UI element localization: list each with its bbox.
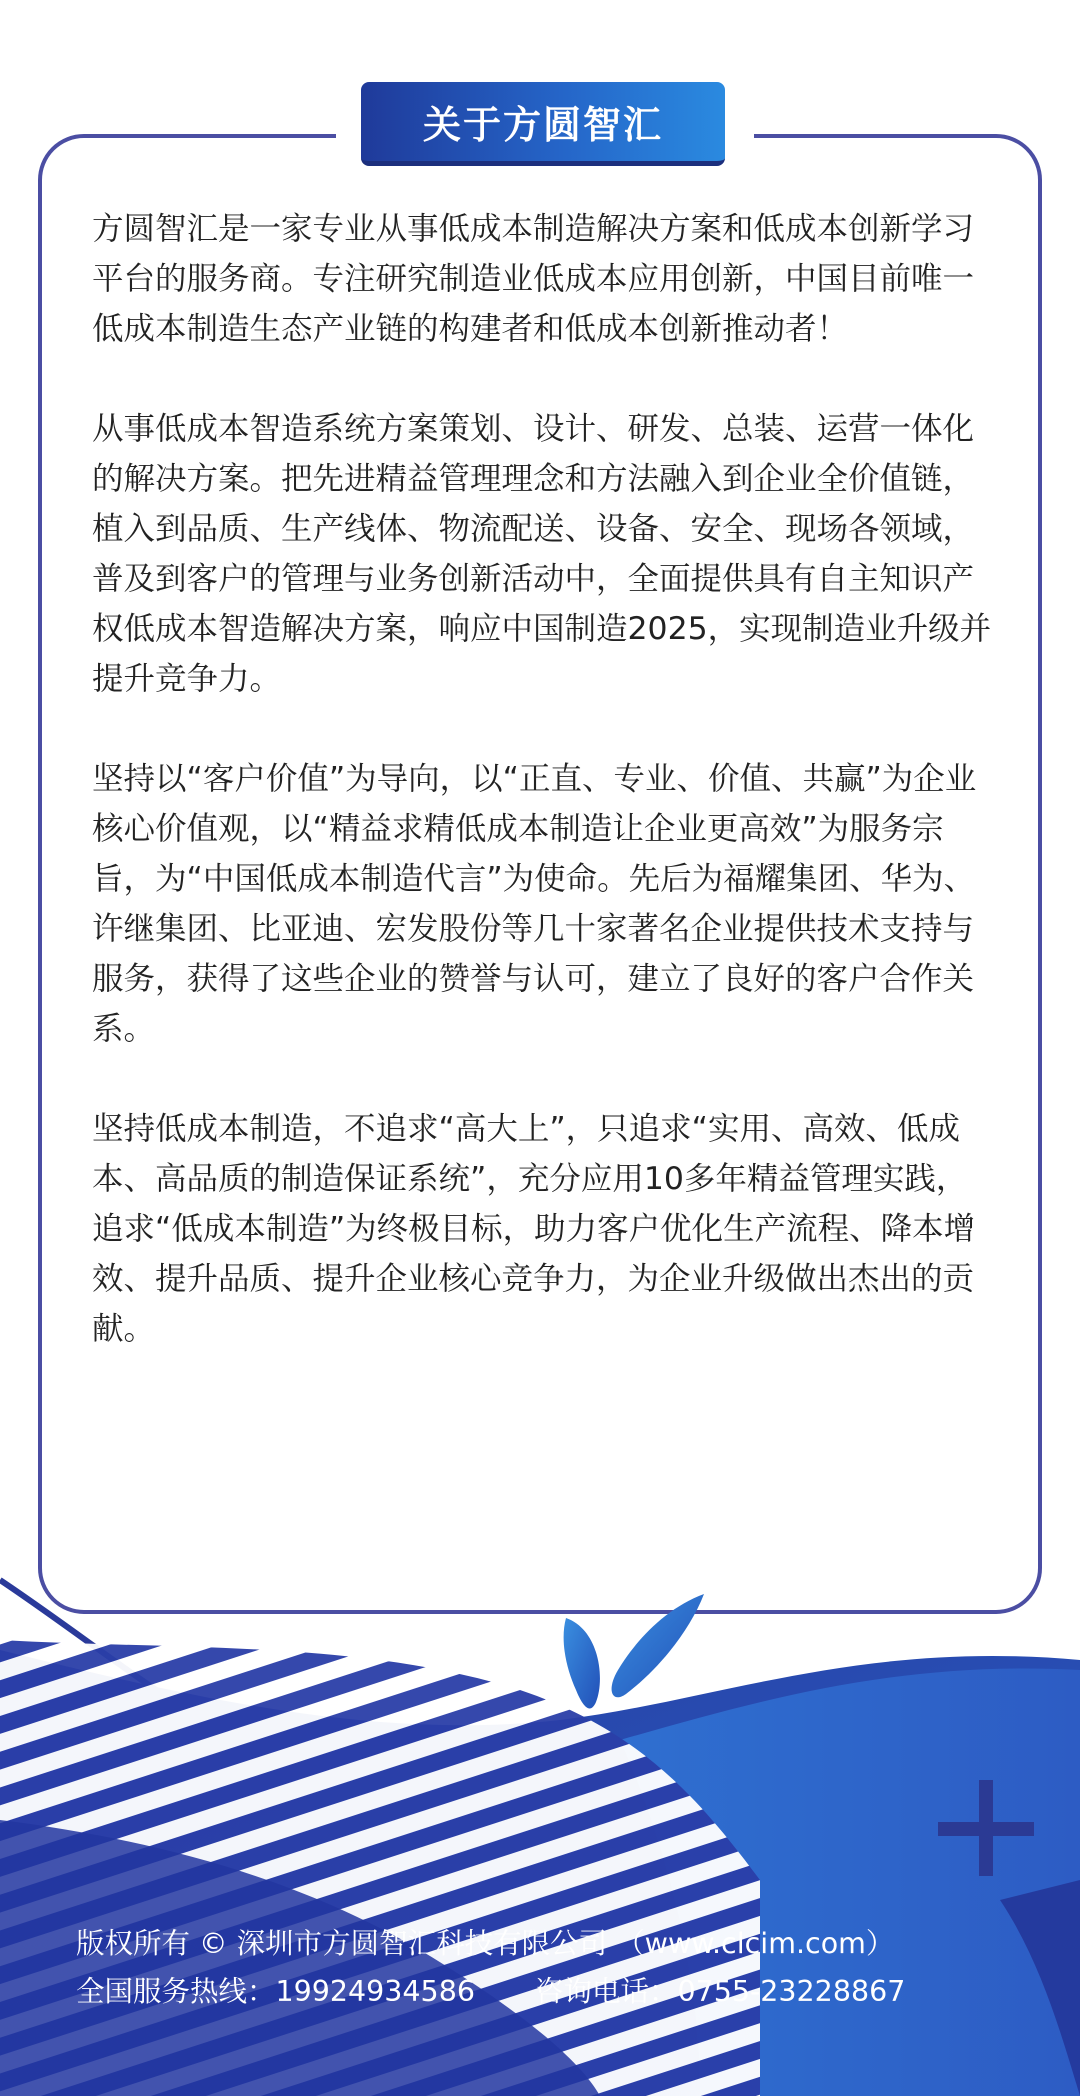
about-content <box>92 204 992 1354</box>
section-title: 关于方圆智汇 <box>361 82 725 166</box>
paragraph-goal: 坚持低成本制造，不追求“高大上”，只追求“实用、高效、低成本、高品质的制造保证系统”，充分应用10多年精益管理实践，追求“低成本制造”为终极目标，助力客户优化生产流程、降本增效、提升品质、提升企业核心竞争力，为企业升级做出杰出的贡献。 <box>92 1111 976 1347</box>
footer-contacts <box>76 1968 1036 2016</box>
footer-phone: 咨询电话：0755-23228867 <box>534 1975 906 2008</box>
paragraph-values: 坚持以“客户价值”为导向，以“正直、专业、价值、共赢”为企业核心价值观，以“精益求精低成本制造让企业更高效”为服务宗旨，为“中国低成本制造代言”为使命。先后为福耀集团、华为、许继集团、比亚迪、宏发股份等几十家著名企业提供技术支持与服务，获得了这些企业的赞誉与认可，建立了良好的客户合作关系。 <box>92 761 977 1047</box>
paragraph-services: 从事低成本智造系统方案策划、设计、研发、总装、运营一体化的解决方案。把先进精益管理理念和方法融入到企业全价值链，植入到品质、生产线体、物流配送、设备、安全、现场各领域，普及到客户的管理与业务创新活动中，全面提供具有自主知识产权低成本智造解决方案，响应中国制造2025，实现制造业升级并提升竞争力。 <box>92 411 992 697</box>
paragraph-intro: 方圆智汇是一家专业从事低成本制造解决方案和低成本创新学习平台的服务商。专注研究制造业低成本应用创新，中国目前唯一低成本制造生态产业链的构建者和低成本创新推动者！ <box>92 211 975 347</box>
footer-copyright: 版权所有 © 深圳市方圆智汇科技有限公司 （www.clcim.com） <box>76 1927 895 1960</box>
footer-hotline: 全国服务热线：19924934586 <box>76 1975 475 2008</box>
footer <box>76 1920 1036 2016</box>
